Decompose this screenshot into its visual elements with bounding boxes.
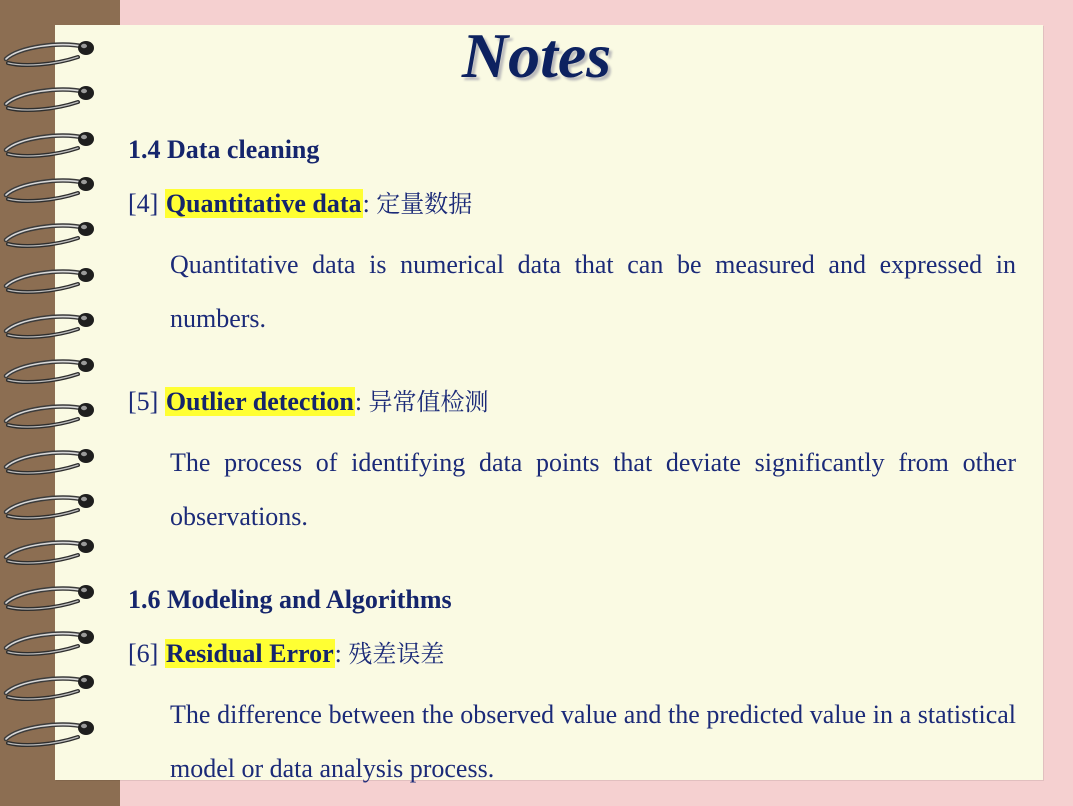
- highlighted-term: Quantitative data: [165, 189, 362, 218]
- spiral-ring: [0, 260, 110, 300]
- spiral-ring: [0, 713, 110, 753]
- entry-index: [4]: [128, 189, 159, 218]
- term-definition: The difference between the observed value and the predicted value in a statistical model or data analysis process.: [170, 700, 1016, 783]
- entry-residual-error: [6] Residual Error: 残差误差: [128, 639, 445, 668]
- notes-content: [128, 130, 1016, 796]
- spiral-ring: [0, 124, 110, 164]
- page-title: Notes: [461, 20, 612, 91]
- entry-index: [5]: [128, 387, 159, 416]
- entry-quantitative-data: [4] Quantitative data: 定量数据: [128, 189, 473, 218]
- term-definition: The process of identifying data points that deviate significantly from other observations.: [170, 448, 1016, 531]
- spiral-ring: [0, 486, 110, 526]
- spiral-ring: [0, 622, 110, 662]
- spiral-ring: [0, 531, 110, 571]
- term-definition: Quantitative data is numerical data that can be measured and expressed in numbers.: [170, 250, 1016, 333]
- highlighted-term: Outlier detection: [165, 387, 354, 416]
- term-translation: 定量数据: [376, 190, 473, 218]
- spiral-ring: [0, 667, 110, 707]
- term-translation: 异常值检测: [368, 388, 489, 416]
- spiral-ring: [0, 350, 110, 390]
- term-translation: 残差误差: [348, 640, 445, 668]
- spiral-ring: [0, 169, 110, 209]
- spiral-ring: [0, 441, 110, 481]
- entry-index: [6]: [128, 639, 159, 668]
- section-heading-data-cleaning: 1.4 Data cleaning: [128, 135, 320, 164]
- spiral-ring: [0, 577, 110, 617]
- spiral-ring: [0, 395, 110, 435]
- spiral-ring: [0, 305, 110, 345]
- entry-outlier-detection: [5] Outlier detection: 异常值检测: [128, 387, 489, 416]
- spiral-ring: [0, 214, 110, 254]
- section-heading-modeling: 1.6 Modeling and Algorithms: [128, 585, 452, 614]
- highlighted-term: Residual Error: [165, 639, 334, 668]
